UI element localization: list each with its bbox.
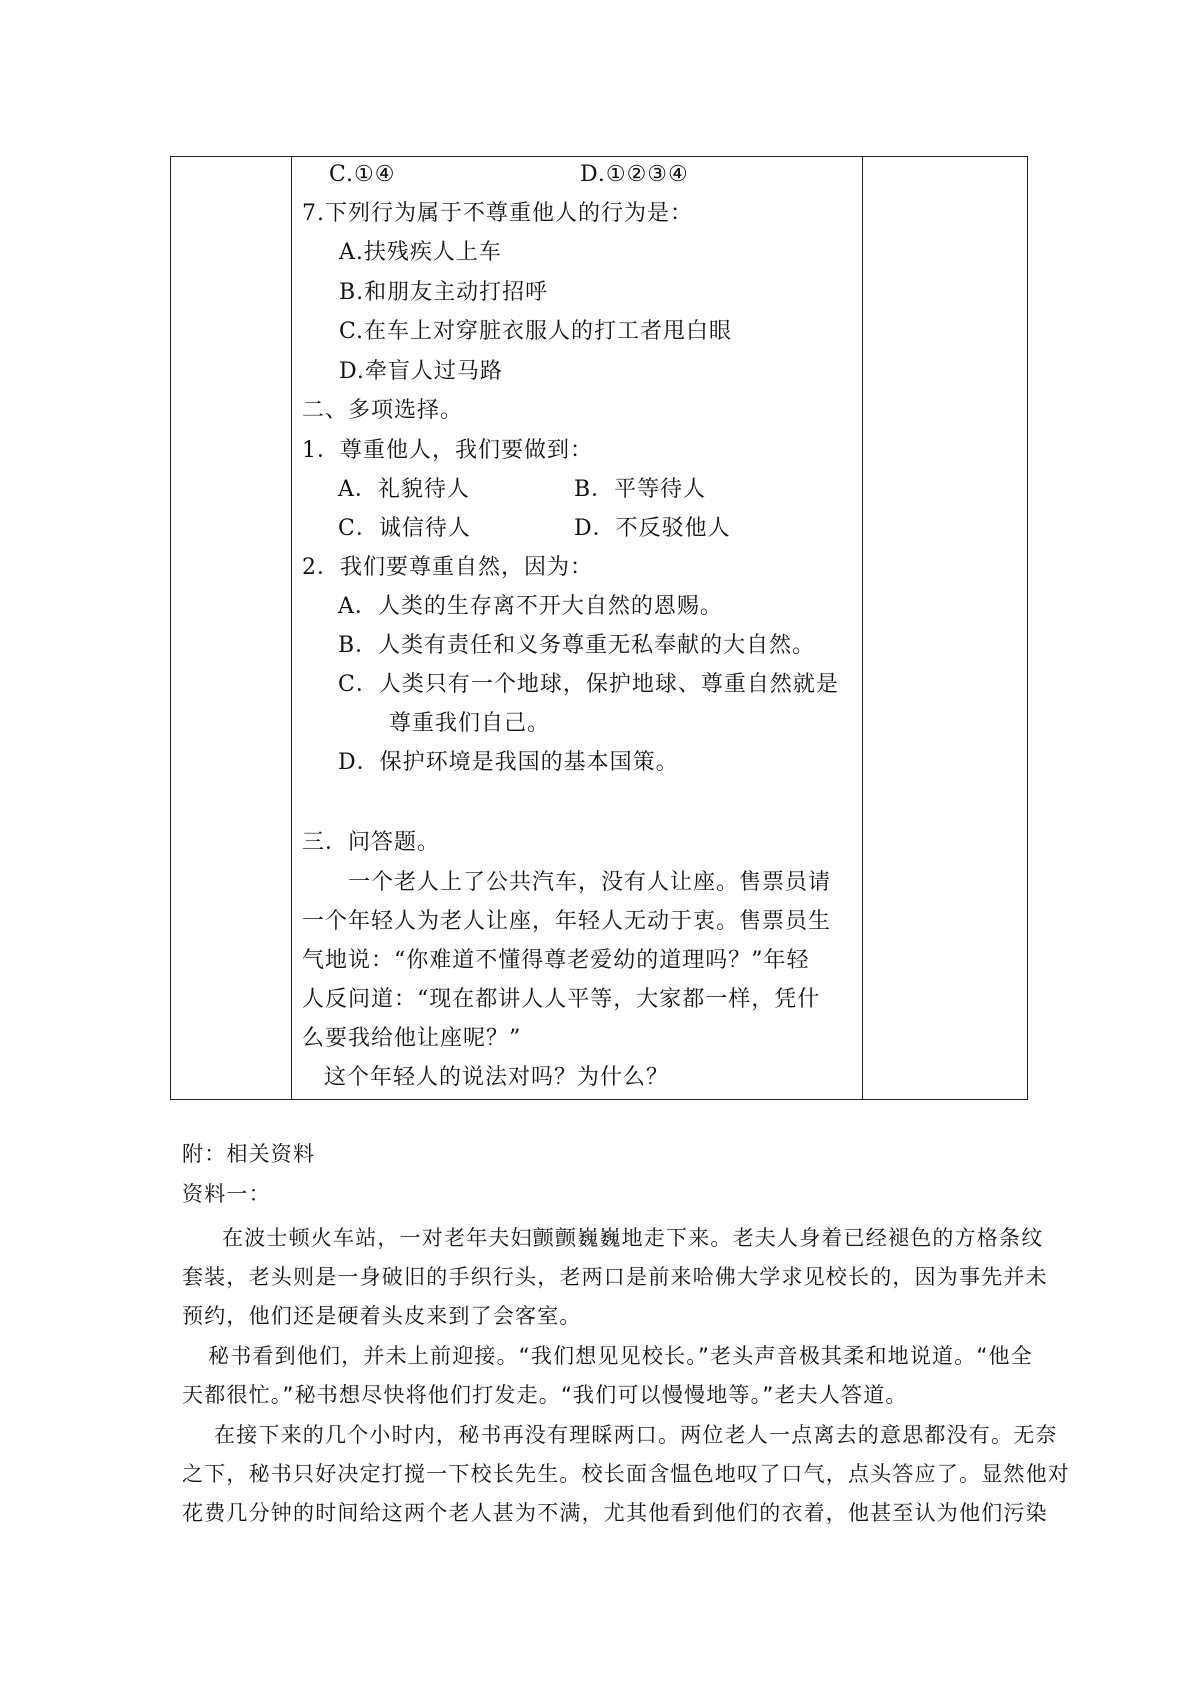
s2-q2-option-b: B．人类有责任和义务尊重无私奉献的大自然。 [338,633,816,658]
s2-q1-option-b: B．平等待人 [574,477,707,502]
material1-line: 花费几分钟的时间给这两个老人甚为不满，尤其他看到他们的衣着，他甚至认为他们污染 [182,1501,1048,1525]
q6-option-c: C.①④ [329,162,396,187]
material1-line: 预约，他们还是硬着头皮来到了会客室。 [182,1304,582,1328]
s2-q1-stem: 1．尊重他人，我们要做到： [302,438,593,463]
q7-option-a: A.扶残疾人上车 [339,240,502,265]
material1-line: 在波士顿火车站，一对老年夫妇颤颤巍巍地走下来。老夫人身着已经褪色的方格条纹 [222,1226,1044,1250]
q7-option-d: D.牵盲人过马路 [339,359,503,384]
material1-line: 之下，秘书只好决定打搅一下校长先生。校长面含愠色地叹了口气，点头答应了。显然他对 [182,1462,1070,1486]
material1-line: 在接下来的几个小时内，秘书再没有理睬两口。两位老人一点离去的意思都没有。无奈 [214,1423,1058,1447]
q7-option-b: B.和朋友主动打招呼 [339,280,549,305]
s2-q2-option-a: A．人类的生存离不开大自然的恩赐。 [338,594,723,619]
s3-paragraph-line3: 气地说：“你难道不懂得尊老爱幼的道理吗？”年轻 [302,948,810,973]
material1-line: 秘书看到他们，并未上前迎接。“我们想见见校长。”老头声音极其柔和地说道。“他全 [208,1344,1033,1368]
s3-paragraph-line2: 一个年轻人为老人让座，年轻人无动于衷。售票员生 [302,909,832,934]
material1-line: 套装，老头则是一身破旧的手织行头，老两口是前来哈佛大学求见校长的，因为事先并未 [182,1265,1048,1289]
section3-title: 三．问答题。 [302,830,441,855]
s2-q2-stem: 2．我们要尊重自然，因为： [302,555,593,580]
s2-q1-option-c: C．诚信待人 [338,516,471,541]
s2-q2-option-d: D．保护环境是我国的基本国策。 [338,750,679,775]
worksheet-table [170,156,1028,1100]
q7-option-c: C.在车上对穿脏衣服人的打工者甩白眼 [339,319,733,344]
material1-label: 资料一： [182,1182,271,1206]
s3-question: 这个年轻人的说法对吗？为什么？ [324,1065,670,1090]
s2-q1-option-a: A．礼貌待人 [338,477,470,502]
s3-paragraph-line1: 一个老人上了公共汽车，没有人让座。售票员请 [348,870,832,895]
section2-title: 二、多项选择。 [302,398,464,423]
question-cell [292,157,862,1099]
q7-stem: 7.下列行为属于不尊重他人的行为是： [302,201,693,226]
appendix-title: 附：相关资料 [182,1142,316,1166]
q6-option-d: D.①②③④ [580,162,689,187]
s2-q2-option-c-line1: C．人类只有一个地球，保护地球、尊重自然就是 [338,672,839,697]
s2-q2-option-c-line2: 尊重我们自己。 [389,711,551,736]
material1-line: 天都很忙。”秘书想尽快将他们打发走。“我们可以慢慢地等。”老夫人答道。 [182,1383,908,1407]
table-column-divider-right [862,157,863,1099]
s2-q1-option-d: D．不反驳他人 [574,516,731,541]
s3-paragraph-line4: 人反问道：“现在都讲人人平等，大家都一样，凭什 [302,987,821,1012]
s3-paragraph-line5: 么要我给他让座呢？” [302,1026,522,1051]
